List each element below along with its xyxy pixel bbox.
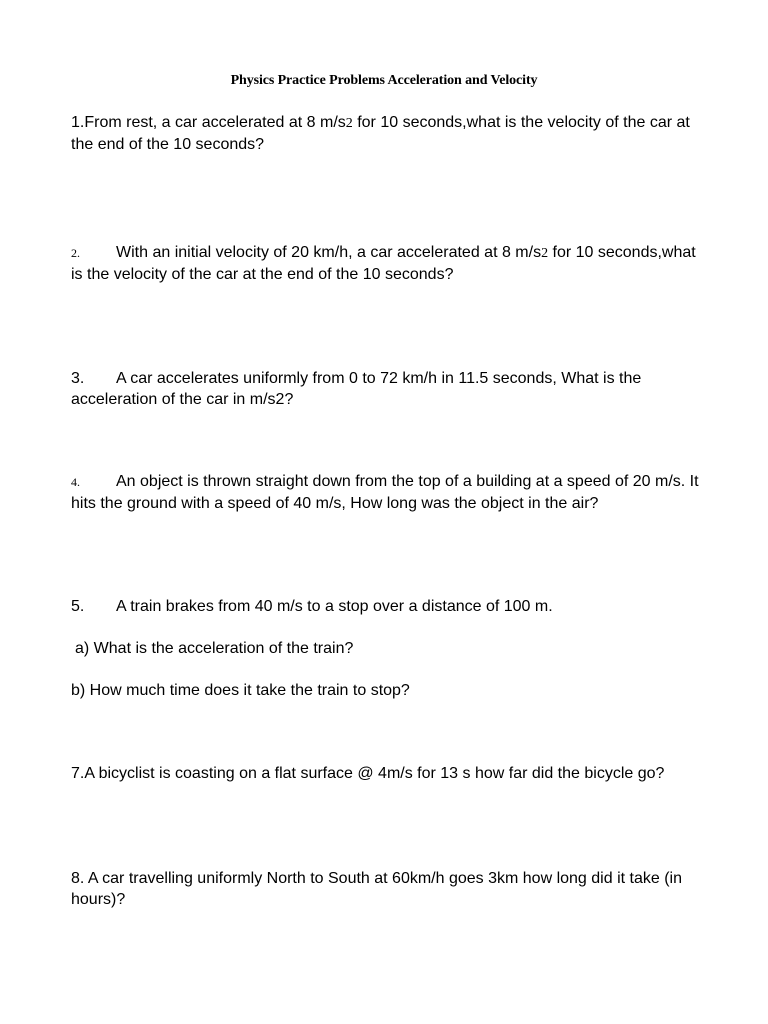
question-8: 8. A car travelling uniformly North to South at 60km/h goes 3km how long did it take (in hours)? <box>71 870 682 908</box>
question-5-part-a: a) What is the acceleration of the train? <box>75 640 354 657</box>
question-1-exponent: 2 <box>345 116 353 131</box>
question-3-number: 3. <box>71 370 85 387</box>
question-4 <box>71 471 711 514</box>
question-1-text-b: for 10 seconds,what is the velocity of the car at the end of the 10 seconds? <box>71 114 690 153</box>
question-2-exponent: 2 <box>541 246 549 261</box>
question-3 <box>71 368 711 410</box>
question-5-number: 5. <box>71 598 85 615</box>
question-2-text-a: With an initial velocity of 20 km/h, a car accelerated at 8 m/s <box>116 244 542 261</box>
question-4-text: An object is thrown straight down from the top of a building at a speed of 20 m/s. It hits the ground with a speed of 40 m/s, How long was the object in the air? <box>71 473 699 512</box>
question-4-number: 4. <box>71 475 80 489</box>
question-2-text-b: for 10 seconds,what is the velocity of the car at the end of the 10 seconds? <box>71 244 696 283</box>
question-7: 7.A bicyclist is coasting on a flat surface @ 4m/s for 13 s how far did the bicycle go? <box>71 765 665 782</box>
question-5-part-b: b) How much time does it take the train to stop? <box>71 682 410 699</box>
question-1-text-a: 1.From rest, a car accelerated at 8 m/s <box>71 114 346 131</box>
question-3-text: A car accelerates uniformly from 0 to 72 km/h in 11.5 seconds, What is the acceleration of the car in m/s2? <box>71 370 642 408</box>
question-2-number: 2. <box>71 246 80 260</box>
question-5-text: A train brakes from 40 m/s to a stop over a distance of 100 m. <box>116 598 553 615</box>
question-5 <box>71 596 711 617</box>
question-2 <box>71 242 711 285</box>
page-title: Physics Practice Problems Acceleration and Velocity <box>230 73 538 88</box>
question-1 <box>71 112 711 155</box>
